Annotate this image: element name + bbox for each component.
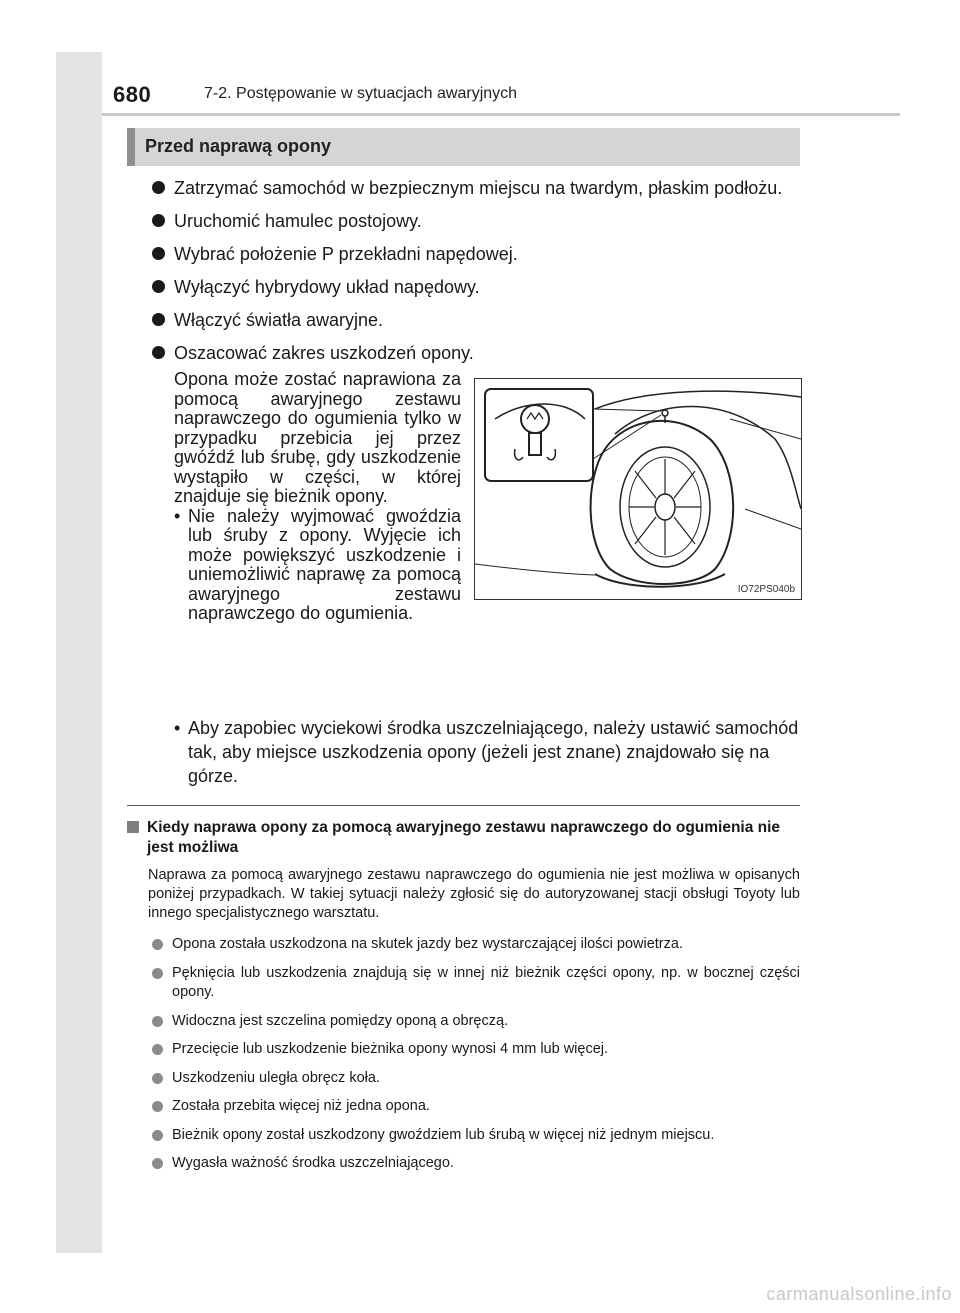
- sub-item: • Nie należy wyjmować gwoździa lub śruby z opony. Wyjęcie ich może powiększyć uszkodzenie i uniemożliwić naprawę za pomocą awaryjnego zestawu naprawczego do ogumienia.: [174, 505, 461, 623]
- bullet-dot-icon: [152, 280, 165, 293]
- bullet-dot-icon: [152, 247, 165, 260]
- list-item: Uruchomić hamulec postojowy.: [152, 209, 802, 233]
- list-item: Pęknięcia lub uszkodzenia znajdują się w innej niż bieżnik części opony, np. w bocznej części opony.: [152, 964, 800, 1003]
- side-margin-strip: [56, 52, 102, 1253]
- heading-accent-bar: [127, 128, 135, 166]
- tire-nail-icon: [475, 379, 801, 599]
- sub-item: • Aby zapobiec wyciekowi środka uszczelniającego, należy ustawić samochód tak, aby miejsce uszkodzenia opony (jeżeli jest znane) znajdowało się na górze.: [174, 718, 799, 786]
- list-item: Bieżnik opony został uszkodzony gwoździem lub śrubą w więcej niż jednym miejscu.: [152, 1126, 800, 1146]
- section-divider: [127, 805, 800, 806]
- list-item: Została przebita więcej niż jedna opona.: [152, 1097, 800, 1117]
- bullet-dot-icon: [152, 939, 163, 950]
- bullet-dot-icon: [152, 968, 163, 979]
- header-rule: [102, 113, 900, 116]
- note-paragraph: Naprawa za pomocą awaryjnego zestawu naprawczego do ogumienia nie jest możliwa w opisanych poniżej przypadkach. W takiej sytuacji należy zgłosić się do autoryzowanej stacji obsługi Toyoty lub innego specjalistycznego warsztatu.: [148, 867, 800, 921]
- bullet-dot-icon: [152, 214, 165, 227]
- bullet-list: [152, 176, 802, 374]
- section-heading: [127, 128, 800, 166]
- bullet-dot-icon: [152, 1016, 163, 1027]
- watermark: carmanualsonline.info: [766, 1284, 952, 1304]
- list-item: Wygasła ważność środka uszczelniającego.: [152, 1154, 800, 1174]
- paragraph-text: Opona może zostać naprawiona za pomocą awaryjnego zestawu naprawczego do ogumienia tylko w przypadku przebicia jej przez gwóźdź lub śrubę, gdy uszkodzenie wystąpiło w części, w której znajduje się bieżnik opony.: [174, 369, 461, 506]
- repair-info-paragraph: [174, 370, 461, 624]
- list-item: Uszkodzeniu uległa obręcz koła.: [152, 1069, 800, 1089]
- figure-code: IO72PS040b: [737, 584, 795, 595]
- list-item: Przecięcie lub uszkodzenie bieżnika opony wynosi 4 mm lub więcej.: [152, 1040, 800, 1060]
- list-item: Zatrzymać samochód w bezpiecznym miejscu na twardym, płaskim podłożu.: [152, 176, 802, 200]
- bullet-dot-icon: [152, 181, 165, 194]
- list-item: Wybrać położenie P przekładni napędowej.: [152, 242, 802, 266]
- bullet-dot-icon: [152, 1044, 163, 1055]
- page-number: 680: [113, 82, 152, 107]
- note-list: [152, 935, 800, 1183]
- bullet-dot-icon: [152, 1073, 163, 1084]
- note-title: Kiedy naprawa opony za pomocą awaryjnego zestawu naprawczego do ogumienia nie jest możliwa: [147, 819, 781, 856]
- bullet-dot-icon: [152, 1158, 163, 1169]
- square-bullet-icon: [127, 821, 139, 833]
- running-header: 7-2. Postępowanie w sytuacjach awaryjnych: [204, 85, 518, 102]
- list-item: Oszacować zakres uszkodzeń opony.: [152, 341, 802, 365]
- note-heading: [127, 818, 800, 858]
- section-title: Przed naprawą opony: [145, 136, 332, 156]
- list-item: Wyłączyć hybrydowy układ napędowy.: [152, 275, 802, 299]
- flat-tire-illustration: [474, 378, 802, 600]
- list-item: Opona została uszkodzona na skutek jazdy bez wystarczającej ilości powietrza.: [152, 935, 800, 955]
- list-item: Włączyć światła awaryjne.: [152, 308, 802, 332]
- bullet-dot-icon: [152, 313, 165, 326]
- bullet-dot-icon: [152, 1130, 163, 1141]
- bullet-dot-icon: [152, 346, 165, 359]
- bullet-dot-icon: [152, 1101, 163, 1112]
- list-item: Widoczna jest szczelina pomiędzy oponą a obręczą.: [152, 1012, 800, 1032]
